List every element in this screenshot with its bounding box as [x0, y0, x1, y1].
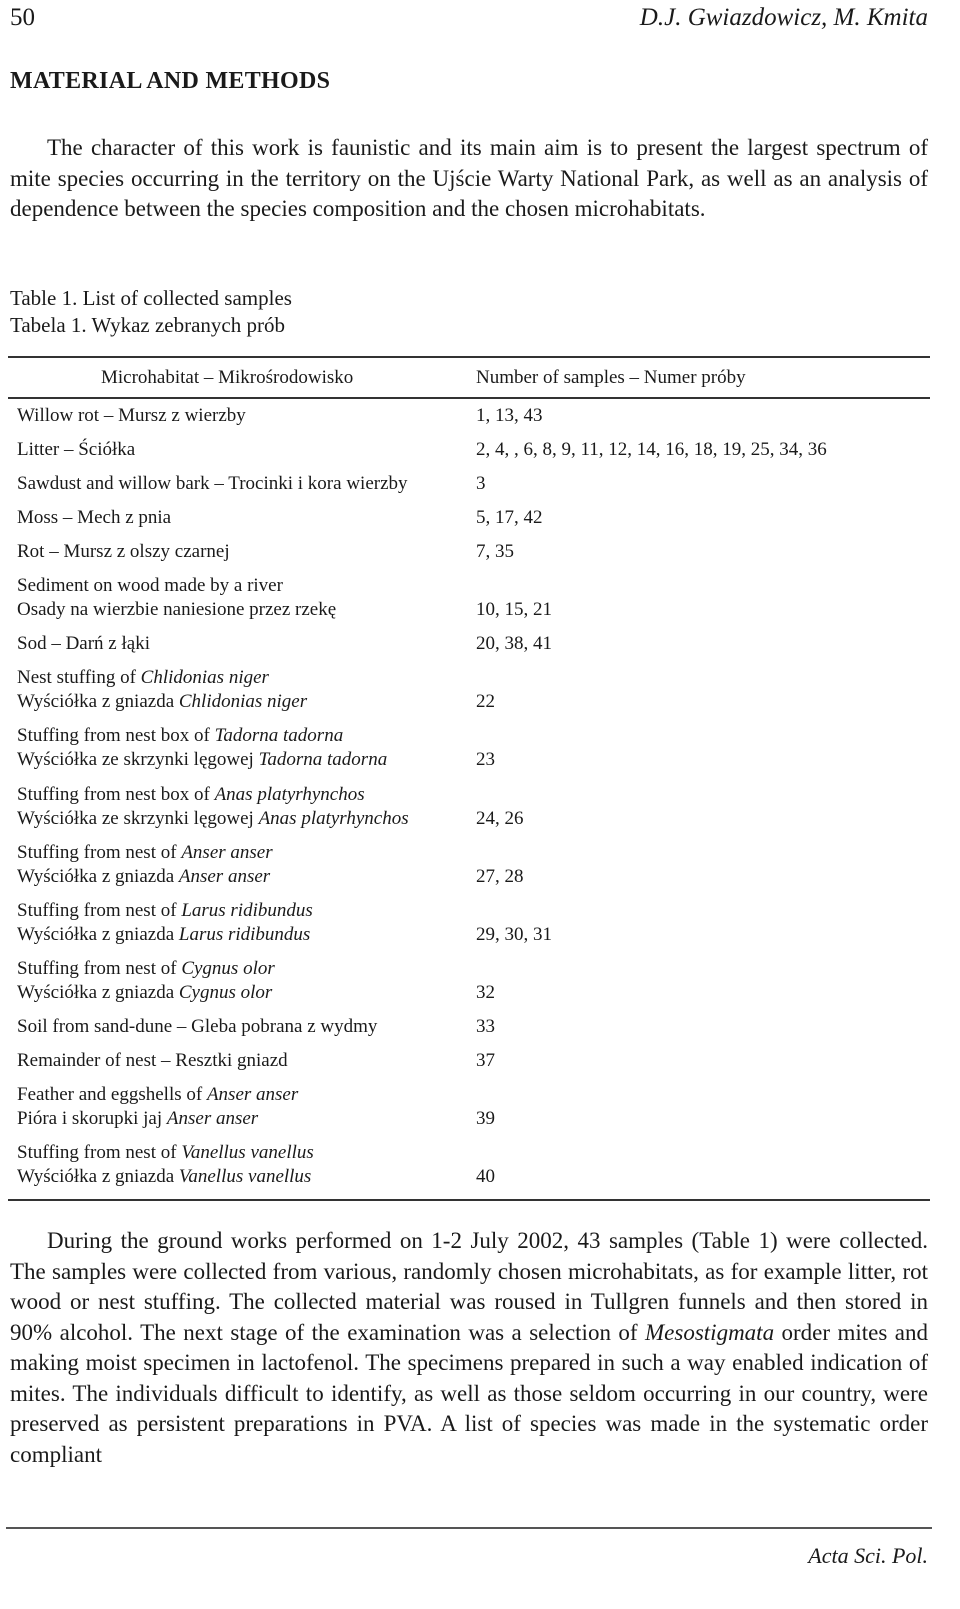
taxon-name-italic: Mesostigmata [645, 1319, 775, 1345]
species-name: Chlidonias niger [178, 691, 308, 712]
table-caption-polish: Tabela 1. Wykaz zebranych prób [10, 313, 285, 337]
running-head-authors: D.J. Gwiazdowicz, M. Kmita [639, 4, 928, 31]
habitat-cell [17, 841, 273, 889]
sample-numbers-cell: 20, 38, 41 [476, 633, 552, 654]
habitat-cell [17, 957, 275, 1005]
sample-numbers-cell: 2, 4, , 6, 8, 9, 11, 12, 14, 16, 18, 19, 25, 34, 36 [476, 439, 827, 460]
habitat-cell [17, 404, 246, 428]
habitat-cell [17, 1049, 288, 1073]
sample-numbers-cell: 24, 26 [476, 808, 524, 829]
page-number: 50 [10, 4, 35, 31]
habitat-text: Stuffing from nest of [17, 900, 182, 921]
journal-name: Acta Sci. Pol. [808, 1543, 928, 1568]
species-name: Vanellus vanellus [178, 1166, 312, 1187]
habitat-line [17, 506, 171, 530]
habitat-cell [17, 1015, 377, 1039]
table-top-rule [8, 356, 930, 358]
habitat-text: Nest stuffing of [17, 667, 141, 688]
habitat-line [17, 632, 150, 656]
habitat-cell [17, 1141, 314, 1189]
habitat-cell [17, 899, 313, 947]
habitat-text: Wyściółka z gniazda [17, 1166, 179, 1187]
habitat-line [17, 865, 273, 889]
habitat-text: Rot – Mursz z olszy czarnej [17, 541, 230, 562]
sample-numbers-cell: 22 [476, 691, 495, 712]
habitat-cell [17, 666, 307, 714]
species-name: Anser anser [206, 1084, 299, 1105]
table-bottom-rule [8, 1199, 930, 1201]
sample-numbers-cell: 33 [476, 1016, 495, 1037]
habitat-text: Remainder of nest – Resztki gniazd [17, 1050, 288, 1071]
habitat-cell [17, 438, 135, 462]
habitat-text: Willow rot – Mursz z wierzby [17, 405, 246, 426]
sample-numbers-cell: 40 [476, 1166, 495, 1187]
methods-text-part-2: order mites and making moist specimen in lactofenol. The specimens prepared in such a way enabled indication of mites. The individuals difficult to identify, as well as those seldom occurring in our country, were preserved as persistent preparations in PVA. A list of species was made in the systematic order compliant [10, 1319, 928, 1467]
sample-numbers-cell: 23 [476, 749, 495, 770]
habitat-text: Stuffing from nest of [17, 842, 182, 863]
habitat-text: Sod – Darń z łąki [17, 633, 150, 654]
habitat-text: Sediment on wood made by a river [17, 575, 283, 596]
habitat-line [17, 666, 307, 690]
species-name: Cygnus olor [178, 982, 273, 1003]
habitat-line [17, 807, 409, 831]
habitat-cell [17, 783, 409, 831]
species-name: Anser anser [178, 866, 271, 887]
habitat-cell [17, 632, 150, 656]
species-name: Tadorna tadorna [258, 749, 388, 770]
species-name: Chlidonias niger [140, 667, 269, 688]
habitat-text: Stuffing from nest of [17, 1142, 182, 1163]
intro-paragraph: The character of this work is faunistic and its main aim is to present the largest spectrum of mite species occurring in the territory on the Ujście Warty National Park, as well as an analysis of dependence between the species composition and the chosen microhabitats. [10, 135, 928, 221]
habitat-line [17, 981, 275, 1005]
page-header [10, 2, 928, 38]
habitat-line [17, 748, 387, 772]
column-header-microhabitat: Microhabitat – Mikrośrodowisko [101, 367, 354, 388]
methods-text-part-1: During the ground works performed on 1-2 July 2002, 43 samples (Table 1) were collected. The samples were collected from various, randomly chosen microhabitats, as for example litter, rot wood or nest stuffing. The collected material was roused in Tullgren funnels and then stored in 90% alcohol. The next stage of the examination was a selection of [10, 1228, 928, 1345]
sample-numbers-cell: 3 [476, 473, 486, 494]
habitat-cell [17, 724, 387, 772]
habitat-text: Stuffing from nest box of [17, 725, 215, 746]
habitat-text: Wyściółka z gniazda [17, 924, 179, 945]
habitat-text: Wyściółka z gniazda [17, 982, 179, 1003]
habitat-line [17, 472, 408, 496]
habitat-text: Wyściółka z gniazda [17, 866, 179, 887]
habitat-line [17, 404, 246, 428]
habitat-text: Feather and eggshells of [17, 1084, 207, 1105]
habitat-line [17, 899, 313, 923]
species-name: Vanellus vanellus [181, 1142, 314, 1163]
table-header-rule [8, 397, 930, 399]
habitat-text: Osady na wierzbie naniesione przez rzekę [17, 599, 337, 620]
habitat-text: Wyściółka ze skrzynki lęgowej [17, 749, 259, 770]
species-name: Larus ridibundus [178, 924, 311, 945]
habitat-line [17, 574, 336, 598]
habitat-cell [17, 472, 408, 496]
habitat-cell [17, 540, 230, 564]
species-name: Anas platyrhynchos [214, 784, 365, 805]
habitat-line [17, 724, 387, 748]
species-name: Anser anser [181, 842, 273, 863]
sample-numbers-cell: 39 [476, 1108, 495, 1129]
sample-numbers-cell: 32 [476, 982, 495, 1003]
sample-numbers-cell: 27, 28 [476, 866, 524, 887]
habitat-text: Litter – Ściółka [17, 439, 136, 460]
habitat-line [17, 438, 135, 462]
habitat-cell [17, 574, 336, 622]
sample-numbers-cell: 37 [476, 1050, 495, 1071]
habitat-line [17, 1049, 288, 1073]
sample-numbers-cell: 5, 17, 42 [476, 507, 543, 528]
footer-rule [6, 1527, 932, 1529]
habitat-cell [17, 1083, 298, 1131]
habitat-line [17, 1015, 377, 1039]
habitat-line [17, 923, 313, 947]
habitat-line [17, 1107, 298, 1131]
habitat-line [17, 598, 336, 622]
habitat-line [17, 841, 273, 865]
habitat-line [17, 783, 409, 807]
habitat-line [17, 957, 275, 981]
column-header-samples: Number of samples – Numer próby [476, 367, 746, 388]
sample-numbers-cell: 1, 13, 43 [476, 405, 543, 426]
habitat-text: Stuffing from nest of [17, 958, 182, 979]
section-title: MATERIAL AND METHODS [10, 68, 331, 94]
habitat-text: Soil from sand-dune – Gleba pobrana z wydmy [17, 1016, 378, 1037]
habitat-text: Pióra i skorupki jaj [17, 1108, 167, 1129]
habitat-cell [17, 506, 171, 530]
table-caption-english: Table 1. List of collected samples [10, 286, 292, 310]
habitat-text: Wyściółka z gniazda [17, 691, 179, 712]
species-name: Anas platyrhynchos [258, 808, 409, 829]
sample-numbers-cell: 29, 30, 31 [476, 924, 552, 945]
habitat-text: Moss – Mech z pnia [17, 507, 172, 528]
habitat-text: Stuffing from nest box of [17, 784, 215, 805]
species-name: Tadorna tadorna [214, 725, 344, 746]
sample-numbers-cell: 10, 15, 21 [476, 599, 552, 620]
species-name: Anser anser [166, 1108, 259, 1129]
species-name: Larus ridibundus [181, 900, 313, 921]
habitat-line [17, 690, 307, 714]
habitat-line [17, 1083, 298, 1107]
habitat-text: Wyściółka ze skrzynki lęgowej [17, 808, 259, 829]
habitat-line [17, 1141, 314, 1165]
species-name: Cygnus olor [181, 958, 275, 979]
habitat-line [17, 540, 230, 564]
habitat-text: Sawdust and willow bark – Trocinki i kora wierzby [17, 473, 408, 494]
habitat-line [17, 1165, 314, 1189]
sample-numbers-cell: 7, 35 [476, 541, 514, 562]
methods-paragraph [10, 1226, 928, 1470]
